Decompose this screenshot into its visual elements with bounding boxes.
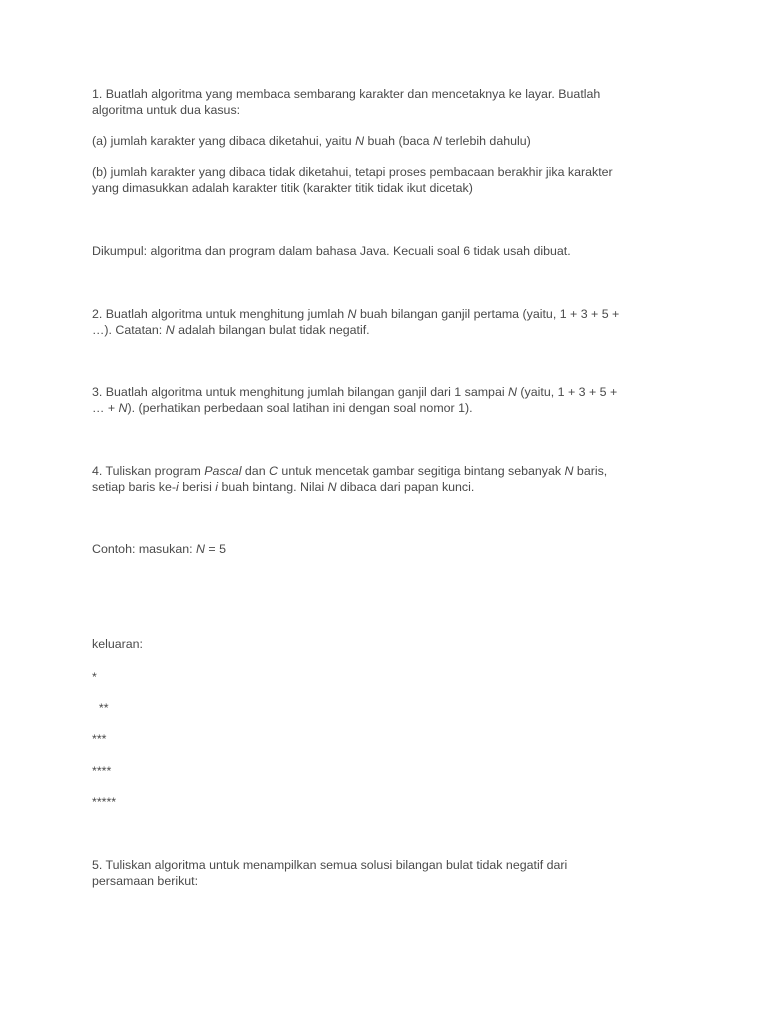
question-4: 4. Tuliskan program Pascal dan C untuk mencetak gambar segitiga bintang sebanyak N baris, setiap baris ke-i berisi i buah bintang. Nilai N dibaca dari papan kunci.: [92, 464, 608, 494]
star-line: *: [92, 670, 97, 684]
star-line: ***: [92, 732, 107, 746]
q1-case-a: (a) jumlah karakter yang dibaca diketahui, yaitu N buah (baca N terlebih dahulu): [92, 134, 531, 148]
question-3: 3. Buatlah algoritma untuk menghitung jumlah bilangan ganjil dari 1 sampai N (yaitu, 1 + 3 + 5 + … + N). (perhatikan perbedaan soal latihan ini dengan soal nomor 1).: [92, 385, 618, 415]
q1-intro: 1. Buatlah algoritma yang membaca sembarang karakter dan mencetaknya ke layar. Buatlah algoritma untuk dua kasus:: [92, 87, 601, 117]
question-2: 2. Buatlah algoritma untuk menghitung jumlah N buah bilangan ganjil pertama (yaitu, 1 + 3 + 5 + …). Catatan: N adalah bilangan bulat tidak negatif.: [92, 307, 620, 337]
example-input: Contoh: masukan: N = 5: [92, 542, 226, 556]
star-line: ****: [92, 764, 112, 778]
q1-case-b: (b) jumlah karakter yang dibaca tidak diketahui, tetapi proses pembacaan berakhir jika karakter yang dimasukkan adalah karakter titik (karakter titik tidak ikut dicetak): [92, 165, 613, 195]
star-line: *****: [92, 795, 117, 809]
output-label: keluaran:: [92, 637, 143, 651]
question-5: 5. Tuliskan algoritma untuk menampilkan semua solusi bilangan bulat tidak negatif dari persamaan berikut:: [92, 858, 568, 888]
star-line: **: [92, 701, 109, 715]
submission-note: Dikumpul: algoritma dan program dalam bahasa Java. Kecuali soal 6 tidak usah dibuat.: [92, 244, 571, 258]
